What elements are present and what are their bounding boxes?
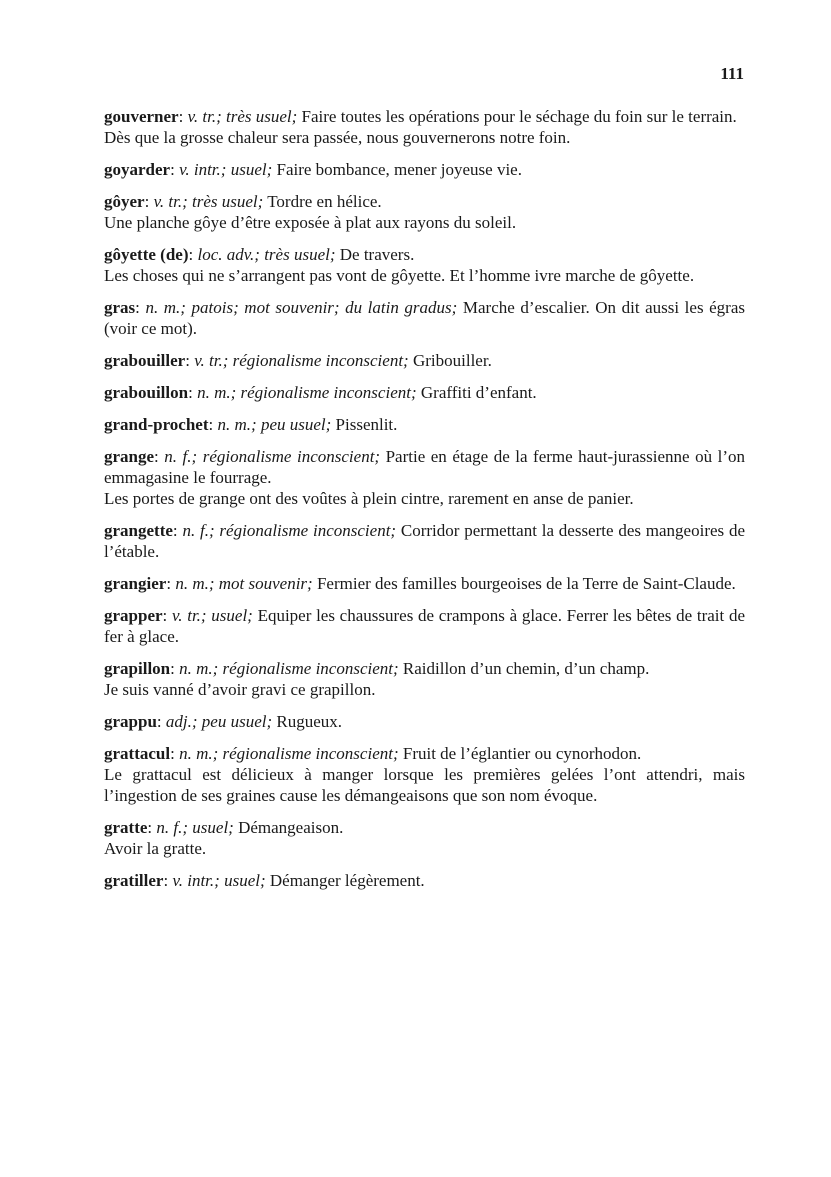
entry-goyarder (104, 159, 745, 180)
entry-definition-line: grappu: adj.; peu usuel; Rugueux. (104, 712, 343, 731)
entry-definition-line: grapillon: n. m.; régionalisme inconscient; Raidillon d’un chemin, d’un champ. (104, 659, 650, 678)
definition: Faire bombance, mener joyeuse vie. (276, 160, 522, 179)
headword: gras (104, 298, 136, 317)
entry-grapillon (104, 658, 745, 700)
grammar-note: n. m.; régionalisme inconscient; (179, 659, 399, 678)
example-sentence: Les portes de grange ont des voûtes à plein cintre, rarement en anse de panier. (104, 489, 634, 508)
example-sentence: Je suis vanné d’avoir gravi ce grapillon. (104, 680, 376, 699)
headword: grappu (104, 712, 157, 731)
headword: gôyer (104, 192, 145, 211)
example-sentence: Dès que la grosse chaleur sera passée, nous gouvernerons notre foin. (104, 128, 571, 147)
definition: Démangeaison. (238, 818, 344, 837)
headword: grangier (104, 574, 167, 593)
definition: Raidillon d’un chemin, d’un champ. (402, 659, 650, 678)
entry-definition-line: grabouillon: n. m.; régionalisme inconscient; Graffiti d’enfant. (104, 383, 537, 402)
entry-definition-line: grange: n. f.; régionalisme inconscient; Partie en étage de la ferme haut-jurassienne où l’on emmagasine le fourrage. (104, 447, 745, 487)
definition: De travers. (339, 245, 415, 264)
grammar-note: v. tr.; très usuel; (187, 107, 298, 126)
definition: Faire toutes les opérations pour le séchage du foin sur le terrain. (301, 107, 737, 126)
definition: Pissenlit. (335, 415, 398, 434)
entry-definition-line: gôyer: v. tr.; très usuel; Tordre en hélice. (104, 192, 382, 211)
definition: Corridor permettant la desserte des mangeoires de l’étable. (104, 521, 745, 561)
grammar-note: v. tr.; régionalisme inconscient; (194, 351, 409, 370)
entry-definition-line: gras: n. m.; patois; mot souvenir; du latin gradus; Marche d’escalier. On dit aussi les égras (voir ce mot). (104, 298, 745, 338)
entry-goyette (104, 244, 745, 286)
entry-definition-line: grangier: n. m.; mot souvenir; Fermier des familles bourgeoises de la Terre de Saint-Claude. (104, 574, 736, 593)
entry-gratiller (104, 870, 745, 891)
grammar-note: n. f.; usuel; (156, 818, 234, 837)
grammar-note: v. intr.; usuel; (172, 871, 266, 890)
entry-definition-line: grapper: v. tr.; usuel; Equiper les chaussures de crampons à glace. Ferrer les bêtes de trait de fer à glace. (104, 606, 745, 646)
entry-grattacul (104, 743, 745, 806)
entry-definition-line: grangette: n. f.; régionalisme inconscient; Corridor permettant la desserte des mangeoires de l’étable. (104, 521, 745, 561)
entry-definition-line: grattacul: n. m.; régionalisme inconscient; Fruit de l’églantier ou cynorhodon. (104, 744, 642, 763)
entry-definition-line: grabouiller: v. tr.; régionalisme inconscient; Gribouiller. (104, 351, 492, 370)
headword: grabouiller (104, 351, 186, 370)
headword: grattacul (104, 744, 171, 763)
definition: Rugueux. (276, 712, 343, 731)
entry-definition-line: gratiller: v. intr.; usuel; Démanger légèrement. (104, 871, 425, 890)
entry-gratte (104, 817, 745, 859)
grammar-note: n. m.; patois; mot souvenir; du latin gradus; (145, 298, 458, 317)
headword: grange (104, 447, 155, 466)
entry-definition-line: gratte: n. f.; usuel; Démangeaison. (104, 818, 344, 837)
headword: grapillon (104, 659, 171, 678)
grammar-note: n. f.; régionalisme inconscient; (182, 521, 397, 540)
headword: grangette (104, 521, 173, 540)
entry-grabouillon (104, 382, 745, 403)
headword: grand-prochet (104, 415, 209, 434)
definition: Fermier des familles bourgeoises de la Terre de Saint-Claude. (316, 574, 736, 593)
headword: gratiller (104, 871, 164, 890)
definition: Equiper les chaussures de crampons à glace. Ferrer les bêtes de trait de fer à glace. (104, 606, 745, 646)
definition: Gribouiller. (412, 351, 492, 370)
entry-grangette (104, 520, 745, 562)
grammar-note: adj.; peu usuel; (165, 712, 273, 731)
entry-definition-line: gouverner: v. tr.; très usuel; Faire toutes les opérations pour le séchage du foin sur le terrain. (104, 107, 737, 126)
entry-grange (104, 446, 745, 509)
definition: Démanger légèrement. (269, 871, 425, 890)
grammar-note: v. intr.; usuel; (179, 160, 273, 179)
entry-definition-line: grand-prochet: n. m.; peu usuel; Pissenlit. (104, 415, 398, 434)
definition: Graffiti d’enfant. (420, 383, 537, 402)
grammar-note: n. m.; régionalisme inconscient; (197, 383, 417, 402)
entry-definition-line: goyarder: v. intr.; usuel; Faire bombance, mener joyeuse vie. (104, 160, 522, 179)
example-sentence: Une planche gôye d’être exposée à plat aux rayons du soleil. (104, 213, 517, 232)
example-sentence: Le grattacul est délicieux à manger lorsque les premières gelées l’ont attendri, mais l’ingestion de ses graines cause les démangeaisons que son nom évoque. (104, 765, 745, 805)
grammar-note: n. f.; régionalisme inconscient; (164, 447, 381, 466)
entry-grapper (104, 605, 745, 647)
headword: goyarder (104, 160, 171, 179)
entry-goyer (104, 191, 745, 233)
headword: grapper (104, 606, 163, 625)
grammar-note: n. m.; régionalisme inconscient; (179, 744, 399, 763)
entry-grangier (104, 573, 745, 594)
definition: Partie en étage de la ferme haut-jurassienne où l’on emmagasine le fourrage. (104, 447, 745, 487)
definition: Marche d’escalier. On dit aussi les égras (voir ce mot). (104, 298, 745, 338)
example-sentence: Avoir la gratte. (104, 839, 207, 858)
entry-grand-prochet (104, 414, 745, 435)
headword: gôyette (de) (104, 245, 189, 264)
page-number: 111 (720, 64, 744, 83)
grammar-note: v. tr.; très usuel; (153, 192, 264, 211)
definition: Fruit de l’églantier ou cynorhodon. (402, 744, 642, 763)
grammar-note: n. m.; peu usuel; (217, 415, 332, 434)
headword: grabouillon (104, 383, 189, 402)
grammar-note: v. tr.; usuel; (171, 606, 253, 625)
entry-gouverner (104, 106, 745, 148)
entry-definition-line: gôyette (de): loc. adv.; très usuel; De travers. (104, 245, 415, 264)
entry-grabouiller (104, 350, 745, 371)
dictionary-entries (104, 106, 745, 902)
grammar-note: n. m.; mot souvenir; (175, 574, 313, 593)
grammar-note: loc. adv.; très usuel; (197, 245, 336, 264)
example-sentence: Les choses qui ne s’arrangent pas vont de gôyette. Et l’homme ivre marche de gôyette. (104, 266, 695, 285)
headword: gratte (104, 818, 148, 837)
entry-grappu (104, 711, 745, 732)
headword: gouverner (104, 107, 179, 126)
entry-gras (104, 297, 745, 339)
definition: Tordre en hélice. (267, 192, 382, 211)
